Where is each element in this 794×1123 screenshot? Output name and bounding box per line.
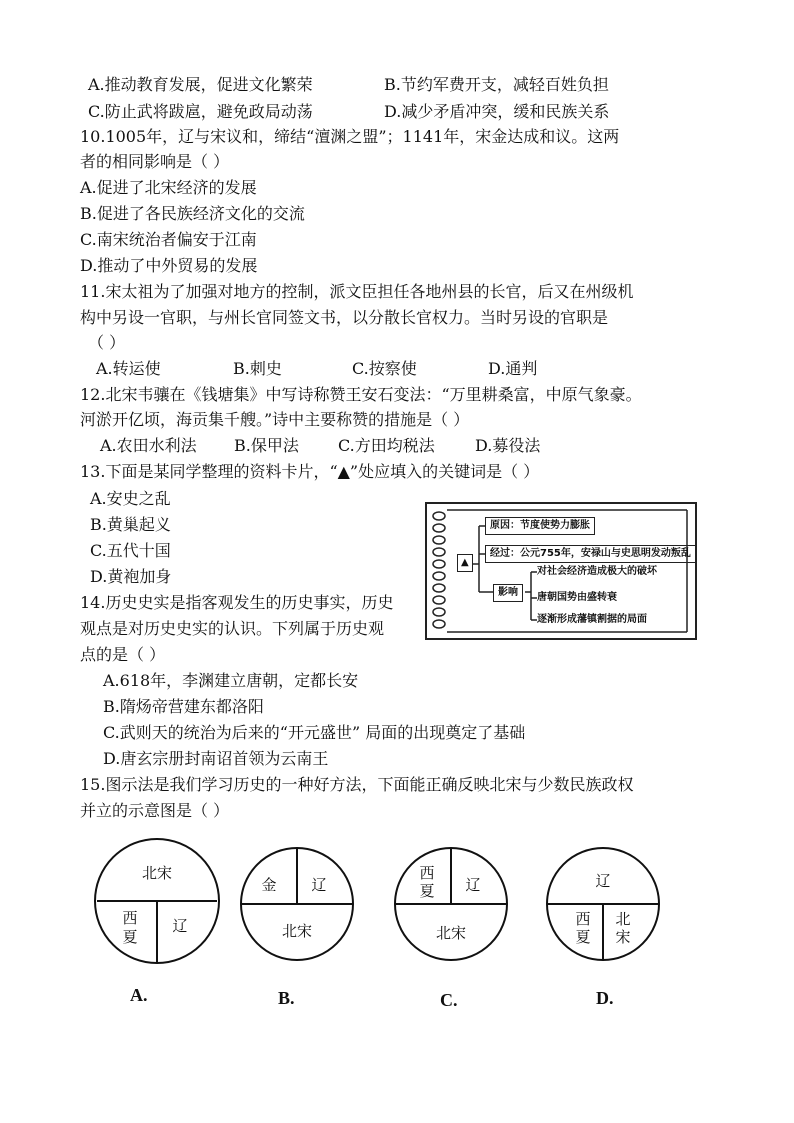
q13-option-a: A.安史之乱	[90, 489, 171, 508]
q11-option-d: D.通判	[488, 359, 538, 378]
q11-option-c: C.按察使	[352, 359, 417, 378]
q13-option-b: B.黄巢起义	[90, 515, 171, 534]
diagram-d-label-xi: 西	[575, 910, 591, 928]
q10-option-b: B.促进了各民族经济文化的交流	[80, 204, 305, 223]
q11-option-a: A.转运使	[96, 359, 161, 378]
q10-option-d: D.推动了中外贸易的发展	[80, 256, 258, 275]
diagram-a-caption: A.	[130, 985, 148, 1005]
diagram-d-label-bei: 北	[615, 910, 631, 928]
q14-stem-line1: 14.历史史实是指客观发生的历史事实，历史	[80, 593, 394, 612]
q10-stem-line2: 者的相同影响是（ ）	[80, 152, 230, 171]
q9-option-b: B.节约军费开支，减轻百姓负担	[384, 75, 609, 94]
q9-option-d: D.减少矛盾冲突，缓和民族关系	[384, 102, 610, 121]
q11-stem-line2: 构中另设一官职，与州长官同签文书，以分散长官权力。当时另设的官职是	[80, 308, 609, 327]
q13-option-c: C.五代十国	[90, 541, 171, 560]
diagram-b-label-jin: 金	[261, 876, 277, 894]
diagram-a-label-liao: 辽	[172, 917, 188, 935]
q9-option-c: C.防止武将跋扈，避免政局动荡	[88, 102, 313, 121]
diagram-d	[545, 846, 661, 962]
card-effect-3: 逐渐形成藩镇割据的局面	[537, 614, 647, 625]
q15-stem-line1: 15.图示法是我们学习历史的一种好方法，下面能正确反映北宋与少数民族政权	[80, 775, 634, 794]
q11-stem-line1: 11.宋太祖为了加强对地方的控制，派文臣担任各地州县的长官，后又在州级机	[80, 282, 634, 301]
q9-option-a: A.推动教育发展，促进文化繁荣	[88, 75, 313, 94]
diagram-d-label-xia: 夏	[575, 928, 591, 946]
diagram-c-caption: C.	[440, 990, 458, 1010]
q10-option-c: C.南宋统治者偏安于江南	[80, 230, 257, 249]
q11-stem-line3: （ ）	[88, 333, 126, 352]
diagram-c-label-xi: 西	[419, 864, 435, 882]
diagram-d-caption: D.	[596, 988, 614, 1008]
diagram-a-label-xi: 西	[122, 909, 138, 927]
diagram-a	[92, 836, 222, 966]
q13-stem: 13.下面是某同学整理的资料卡片，“▲”处应填入的关键词是（ ）	[80, 462, 540, 481]
diagram-c-label-liao: 辽	[465, 876, 481, 894]
q11-option-b: B.刺史	[233, 359, 282, 378]
diagram-d-label-liao: 辽	[595, 872, 611, 890]
card-process: 经过：公元755年，安禄山与史思明发动叛乱	[485, 545, 696, 563]
q12-option-b: B.保甲法	[234, 436, 299, 455]
q13-option-d: D.黄袍加身	[90, 567, 172, 586]
q12-option-c: C.方田均税法	[338, 436, 435, 455]
q14-stem-line3: 点的是（ ）	[80, 645, 166, 664]
q10-option-a: A.促进了北宋经济的发展	[80, 178, 257, 197]
q12-stem-line1: 12.北宋韦骧在《钱塘集》中写诗称赞王安石变法：“万里耕桑富，中原气象豪。	[80, 385, 642, 404]
q12-option-a: A.农田水利法	[100, 436, 197, 455]
diagram-c-label-beisong: 北宋	[435, 924, 467, 942]
q14-option-c: C.武则天的统治为后来的“开元盛世” 局面的出现奠定了基础	[103, 723, 526, 742]
q15-stem-line2: 并立的示意图是（ ）	[80, 801, 230, 820]
diagram-d-label-song: 宋	[615, 928, 631, 946]
q10-stem-line1: 10.1005年，辽与宋议和，缔结“澶渊之盟”；1141年，宋金达成和议。这两	[80, 127, 620, 146]
diagram-b-label-liao: 辽	[311, 876, 327, 894]
card-reason: 原因：节度使势力膨胀	[485, 517, 595, 535]
diagram-c-label-xia: 夏	[419, 882, 435, 900]
material-card	[425, 502, 697, 640]
card-effect-1: 对社会经济造成极大的破坏	[537, 566, 657, 577]
triangle-placeholder: ▲	[457, 554, 473, 572]
card-effect-2: 唐朝国势由盛转衰	[537, 592, 617, 603]
diagram-b-caption: B.	[278, 988, 295, 1008]
diagram-a-label-xia: 夏	[122, 928, 138, 946]
q12-option-d: D.募役法	[475, 436, 541, 455]
diagram-a-label-beisong: 北宋	[141, 864, 173, 882]
q14-stem-line2: 观点是对历史史实的认识。下列属于历史观	[80, 619, 385, 638]
card-effect-label: 影响	[493, 584, 523, 602]
diagram-c	[393, 846, 509, 962]
q12-stem-line2: 河淤开亿顷，海贡集千艘。”诗中主要称赞的措施是（ ）	[80, 410, 470, 429]
diagram-b	[239, 846, 355, 962]
diagram-b-label-beisong: 北宋	[281, 922, 313, 940]
q14-option-a: A.618年，李渊建立唐朝，定都长安	[103, 671, 359, 690]
q14-option-b: B.隋炀帝营建东都洛阳	[103, 697, 264, 716]
q14-option-d: D.唐玄宗册封南诏首领为云南王	[103, 749, 329, 768]
